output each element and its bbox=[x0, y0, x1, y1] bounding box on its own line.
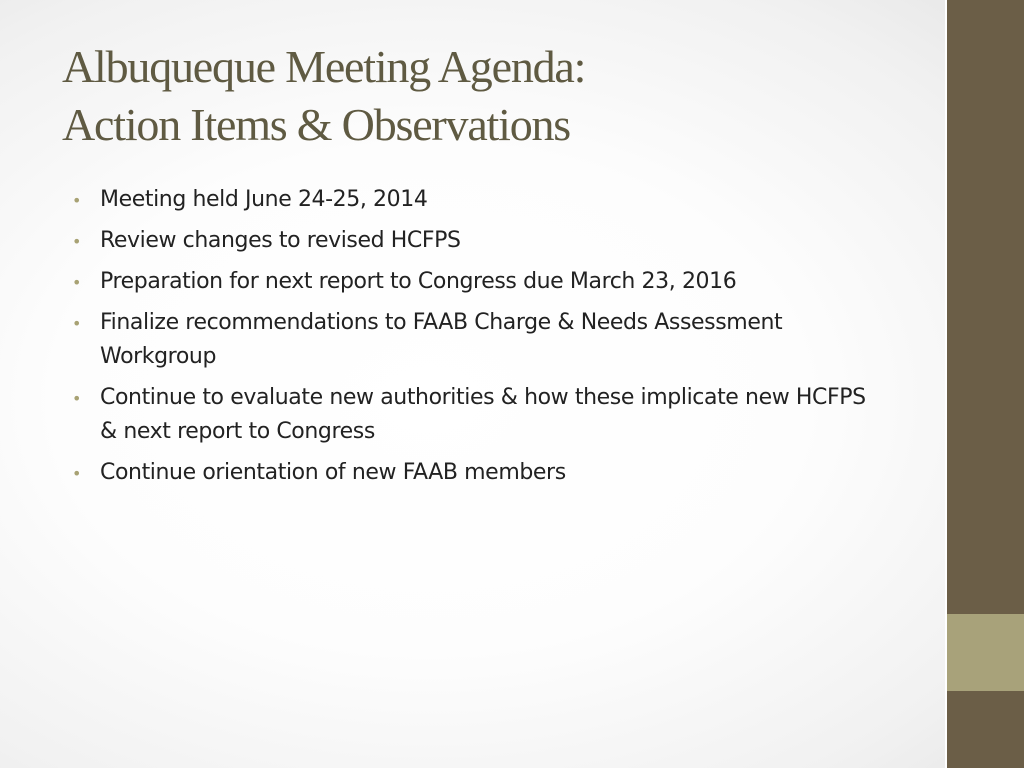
bullet-item bbox=[72, 456, 882, 490]
bullet-text: Continue to evaluate new authorities & how these implicate new HCFPS & next report to Congress bbox=[100, 385, 866, 444]
bullet-item bbox=[72, 306, 882, 374]
bullet-text: Preparation for next report to Congress due March 23, 2016 bbox=[100, 269, 737, 294]
bullet-icon: • bbox=[72, 464, 82, 483]
bullet-text: Finalize recommendations to FAAB Charge & Needs Assessment Workgroup bbox=[100, 310, 783, 369]
bullet-list bbox=[72, 183, 882, 497]
bullet-icon: • bbox=[72, 191, 82, 210]
bullet-text: Meeting held June 24-25, 2014 bbox=[100, 187, 428, 212]
side-band-accent bbox=[947, 614, 1024, 691]
bullet-icon: • bbox=[72, 232, 82, 251]
bullet-item bbox=[72, 265, 882, 299]
bullet-icon: • bbox=[72, 273, 82, 292]
bullet-icon: • bbox=[72, 314, 82, 333]
bullet-icon: • bbox=[72, 389, 82, 408]
bullet-item bbox=[72, 224, 882, 258]
bullet-text: Continue orientation of new FAAB members bbox=[100, 460, 566, 485]
bullet-item bbox=[72, 381, 882, 449]
slide-title bbox=[62, 38, 922, 154]
slide-title-line-1: Albuqueque Meeting Agenda: bbox=[62, 41, 586, 92]
bullet-text: Review changes to revised HCFPS bbox=[100, 228, 461, 253]
bullet-item bbox=[72, 183, 882, 217]
slide-title-line-2: Action Items & Observations bbox=[62, 99, 571, 150]
